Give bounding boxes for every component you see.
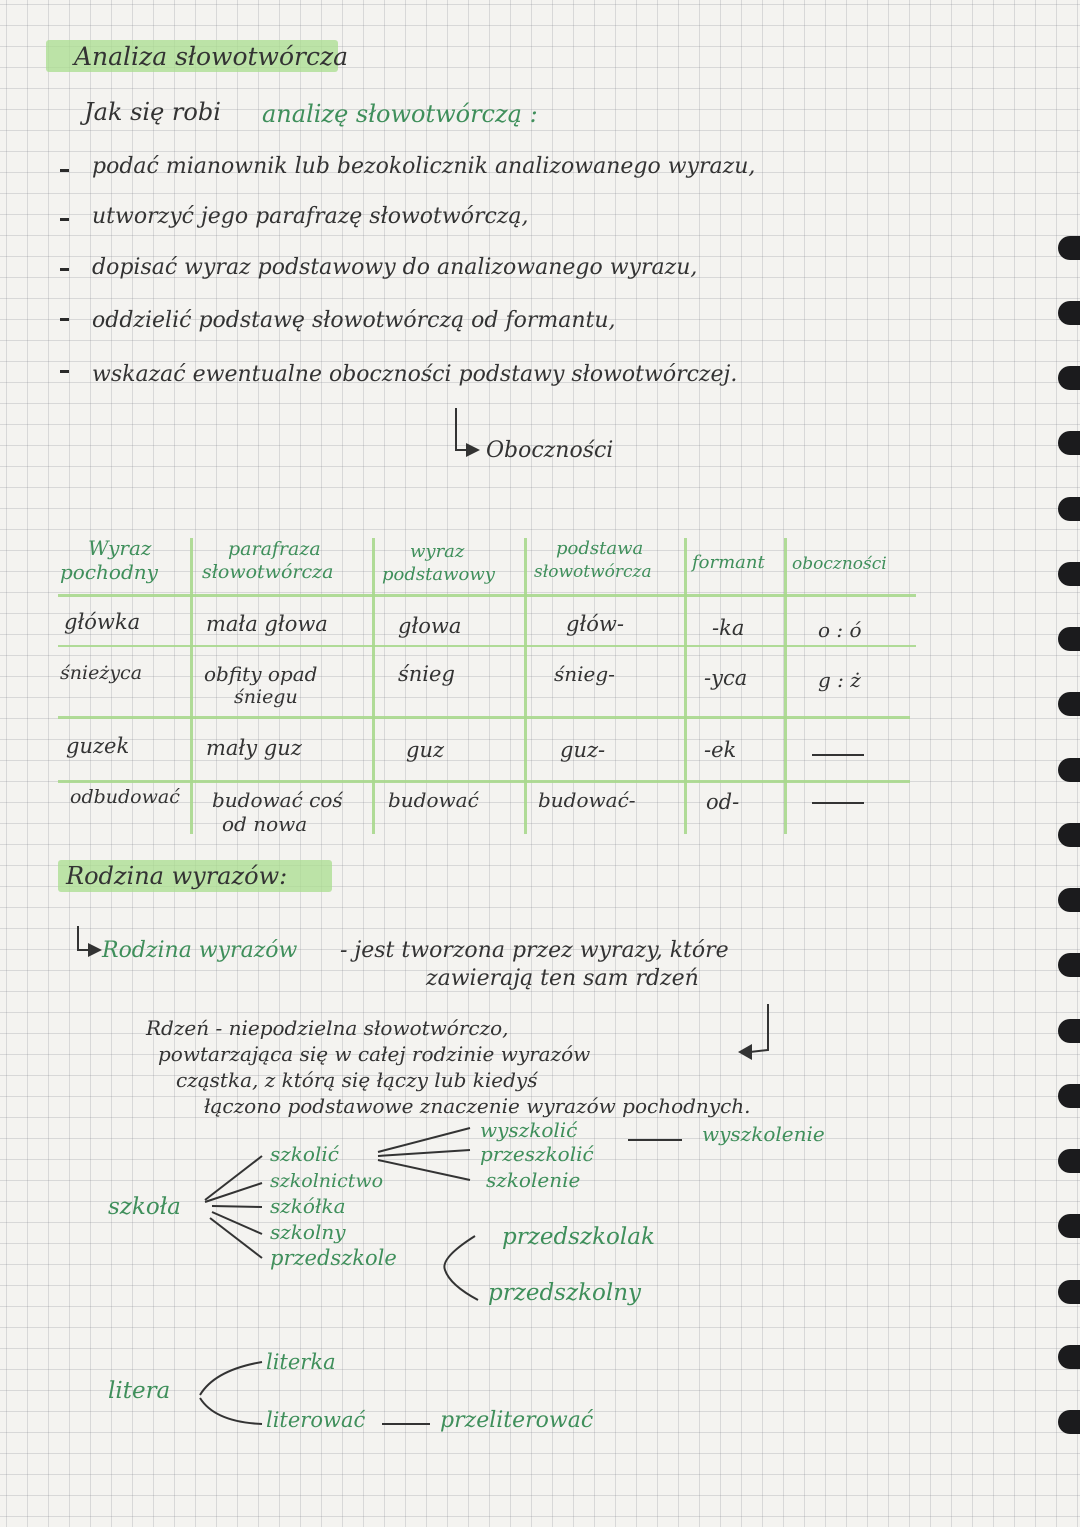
cell-derived: guzek [66,734,130,758]
rdzen-definition-line: cząstka, z którą się łączy lub kiedyś [176,1068,538,1092]
cell-alternations [812,802,864,804]
cell-alternations: g : ż [818,668,861,692]
table-row-rule [58,780,910,783]
tree-node: przedszkolak [502,1224,655,1250]
cell-base-word: guz [406,738,445,762]
tree-node: przeliterować [440,1408,594,1433]
family-heading: Rodzina wyrazów: [66,862,288,890]
header-stem: podstawa [556,538,644,559]
family-def-text: zawierają ten sam rdzeń [426,966,699,991]
tree-node: przedszkolny [488,1280,642,1306]
page-title: Analiza słowotwórcza [74,42,349,71]
header-derived: Wyraz [88,536,152,560]
cell-paraphrase: śniegu [234,686,298,708]
header-paraphrase: słowotwórcza [202,561,334,583]
cell-base-word: budować [388,788,479,812]
header-alternations: oboczności [792,554,887,574]
tree-node: szkolnictwo [270,1170,384,1192]
tree-node: szkolenie [486,1168,581,1192]
tree-node: literować [266,1408,366,1432]
cell-derived: śnieżyca [60,662,143,684]
tree-node: literka [266,1350,336,1374]
tree-root-litera: litera [108,1378,171,1404]
cell-stem: budować- [538,788,636,812]
tree-root-szkola: szkoła [108,1194,181,1220]
cell-base-word: śnieg [398,662,455,686]
table-row-rule [58,716,910,719]
cell-paraphrase: mały guz [206,736,302,760]
question-term: analizę słowotwórczą : [262,100,538,128]
cell-base-word: głowa [398,614,462,638]
step-item: oddzielić podstawę słowotwórczą od formantu, [92,308,616,333]
step-item: wskazać ewentualne oboczności podstawy słowotwórczej. [92,362,738,387]
header-derived: pochodny [60,560,158,584]
obocznosci-label: Oboczności [486,438,614,463]
cell-derived: główka [64,610,141,634]
cell-paraphrase: mała głowa [206,612,328,636]
table-col-rule [524,538,527,834]
branch-line [210,1218,262,1258]
branch-line [378,1128,470,1152]
cell-derived: odbudować [70,786,180,808]
rdzen-definition-line: powtarzająca się w całej rodzinie wyrazów [158,1042,591,1066]
header-formant: formant [692,552,765,573]
table-col-rule [190,538,193,834]
cell-formant: -yca [704,666,748,690]
tree-node: szkolny [270,1220,346,1244]
cell-stem: śnieg- [554,662,615,686]
step-item: podać mianownik lub bezokolicznik analizowanego wyrazu, [92,154,756,179]
family-def-text: - jest tworzona przez wyrazy, które [340,938,729,963]
cell-alternations: o : ó [818,618,862,642]
branch-line [378,1160,470,1180]
cell-stem: guz- [560,738,606,762]
tree-node: wyszkolić [480,1118,578,1142]
header-base-word: podstawowy [382,564,495,585]
down-right-arrow-icon [456,408,470,450]
branch-line [200,1398,262,1424]
cell-formant: -ka [712,616,745,640]
table-col-rule [684,538,687,834]
table-header-rule [58,594,916,597]
tree-node: przeszkolić [480,1142,594,1166]
cell-formant: od- [706,790,740,814]
branch-line [378,1150,470,1156]
cell-paraphrase: budować coś [212,788,343,812]
step-item: dopisać wyraz podstawowy do analizowanego wyrazu, [92,255,698,280]
header-paraphrase: parafraza [228,538,321,560]
cell-stem: głów- [566,612,624,636]
branch-line [200,1362,262,1395]
cell-alternations [812,754,864,756]
cell-formant: -ek [704,738,737,762]
table-col-rule [372,538,375,834]
family-def-term: Rodzina wyrazów [102,938,298,963]
down-left-arrow-icon [750,1004,768,1052]
tree-node: szkółka [270,1194,346,1218]
branch-line [212,1212,262,1234]
cell-paraphrase: obfity opad [204,662,318,686]
tree-node: wyszkolenie [702,1122,825,1146]
question-prefix: Jak się robi [84,98,221,126]
header-base-word: wyraz [410,541,465,562]
table-col-rule [784,538,787,834]
rdzen-definition-line: łączono podstawowe znaczenie wyrazów pochodnych. [204,1094,751,1118]
step-item: utworzyć jego parafrazę słowotwórczą, [92,204,529,229]
branch-line [444,1236,478,1300]
table-row-rule [58,645,916,647]
rdzen-definition-line: Rdzeń - niepodzielna słowotwórczo, [146,1016,509,1040]
header-stem: słowotwórcza [534,562,652,582]
branch-line [212,1206,262,1207]
tree-node: szkolić [270,1142,339,1166]
tree-node: przedszkole [270,1246,397,1270]
cell-paraphrase: od nowa [222,812,308,836]
